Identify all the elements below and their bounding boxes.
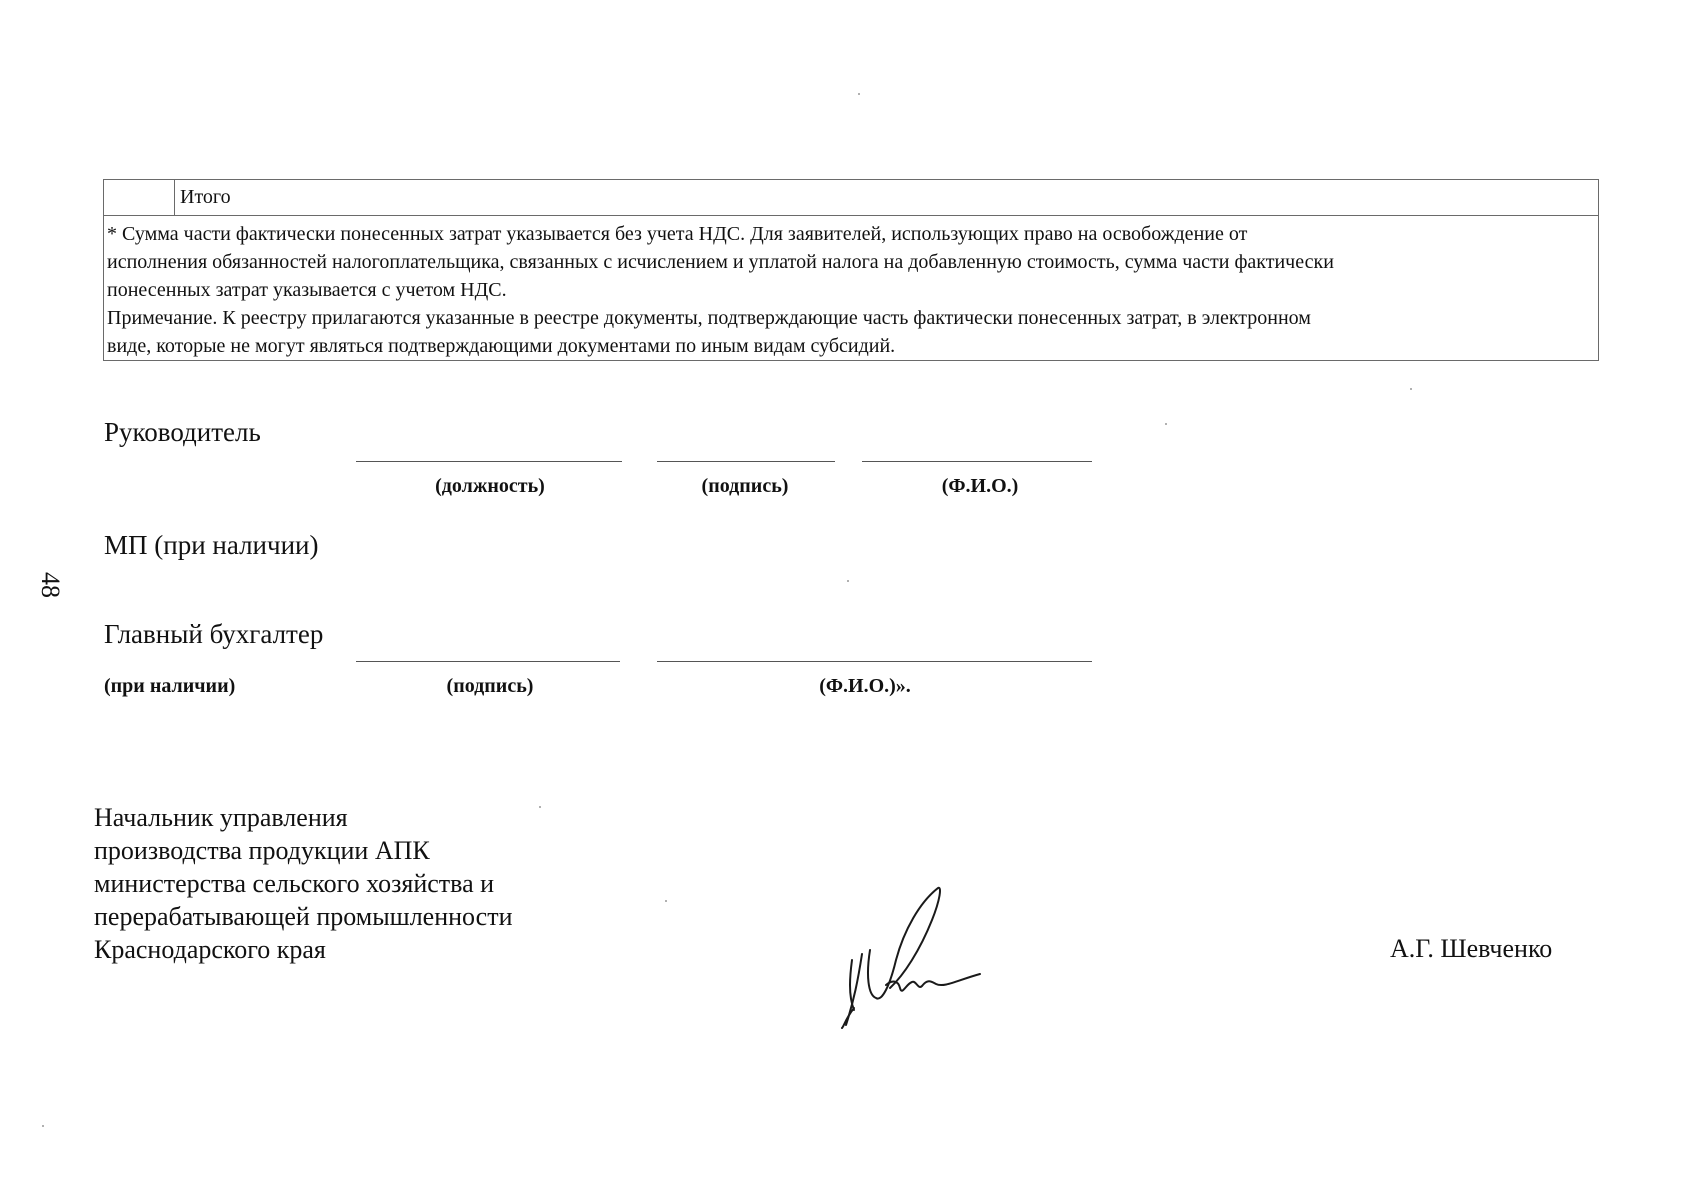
accountant-signature-line <box>356 661 620 662</box>
total-row <box>104 180 1599 216</box>
scan-speck <box>42 1125 44 1127</box>
footer-title-line-1: Начальник управления <box>94 803 348 832</box>
page-number: 48 <box>36 572 65 598</box>
note-line-5: виде, которые не могут являться подтверждающими документами по иным видам субсидий. <box>107 335 896 357</box>
head-label: Руководитель <box>104 417 261 447</box>
note-line-2: исполнения обязанностей налогоплательщика, связанных с исчислением и уплатой налога на добавленную стоимость, сумма части фактически <box>107 251 1334 273</box>
footer-title-line-2: производства продукции АПК <box>94 836 430 865</box>
scan-speck <box>665 900 667 902</box>
scan-speck <box>858 93 860 95</box>
notes-row <box>104 216 1599 361</box>
notes-cell <box>104 216 1599 361</box>
scan-speck <box>847 580 849 582</box>
head-signature-line <box>657 461 835 462</box>
accountant-signature-caption: (подпись) <box>446 675 534 697</box>
accountant-name-line <box>657 661 1092 662</box>
accountant-name-caption: (Ф.И.О.)». <box>819 675 911 697</box>
scan-speck <box>1410 388 1412 390</box>
scan-speck <box>1165 423 1167 425</box>
head-name-line <box>862 461 1092 462</box>
head-position-caption: (должность) <box>435 475 545 497</box>
registry-table <box>103 179 1599 361</box>
scan-speck <box>539 806 541 808</box>
note-line-4: Примечание. К реестру прилагаются указанные в реестре документы, подтверждающие часть фактически понесенных затрат, в электронном <box>107 307 1311 329</box>
head-name-caption: (Ф.И.О.) <box>941 475 1019 497</box>
head-signature-caption: (подпись) <box>701 475 789 497</box>
stamp-label: МП (при наличии) <box>104 530 319 560</box>
accountant-label: Главный бухгалтер <box>104 619 324 649</box>
footer-title-line-3: министерства сельского хозяйства и <box>94 869 495 898</box>
head-position-line <box>356 461 622 462</box>
signer-name: А.Г. Шевченко <box>1390 934 1553 963</box>
total-number-cell <box>104 180 175 216</box>
accountant-sub-label: (при наличии) <box>104 675 236 697</box>
note-line-3: понесенных затрат указывается с учетом НДС. <box>107 279 507 301</box>
footer-title <box>94 801 513 966</box>
footer-title-line-4: перерабатывающей промышленности <box>94 902 513 931</box>
total-label: Итого <box>175 180 1599 216</box>
handwritten-signature-icon <box>840 880 1000 1030</box>
footer-title-line-5: Краснодарского края <box>94 935 326 964</box>
note-line-1: * Сумма части фактически понесенных затрат указывается без учета НДС. Для заявителей, использующих право на освобождение от <box>107 223 1248 245</box>
